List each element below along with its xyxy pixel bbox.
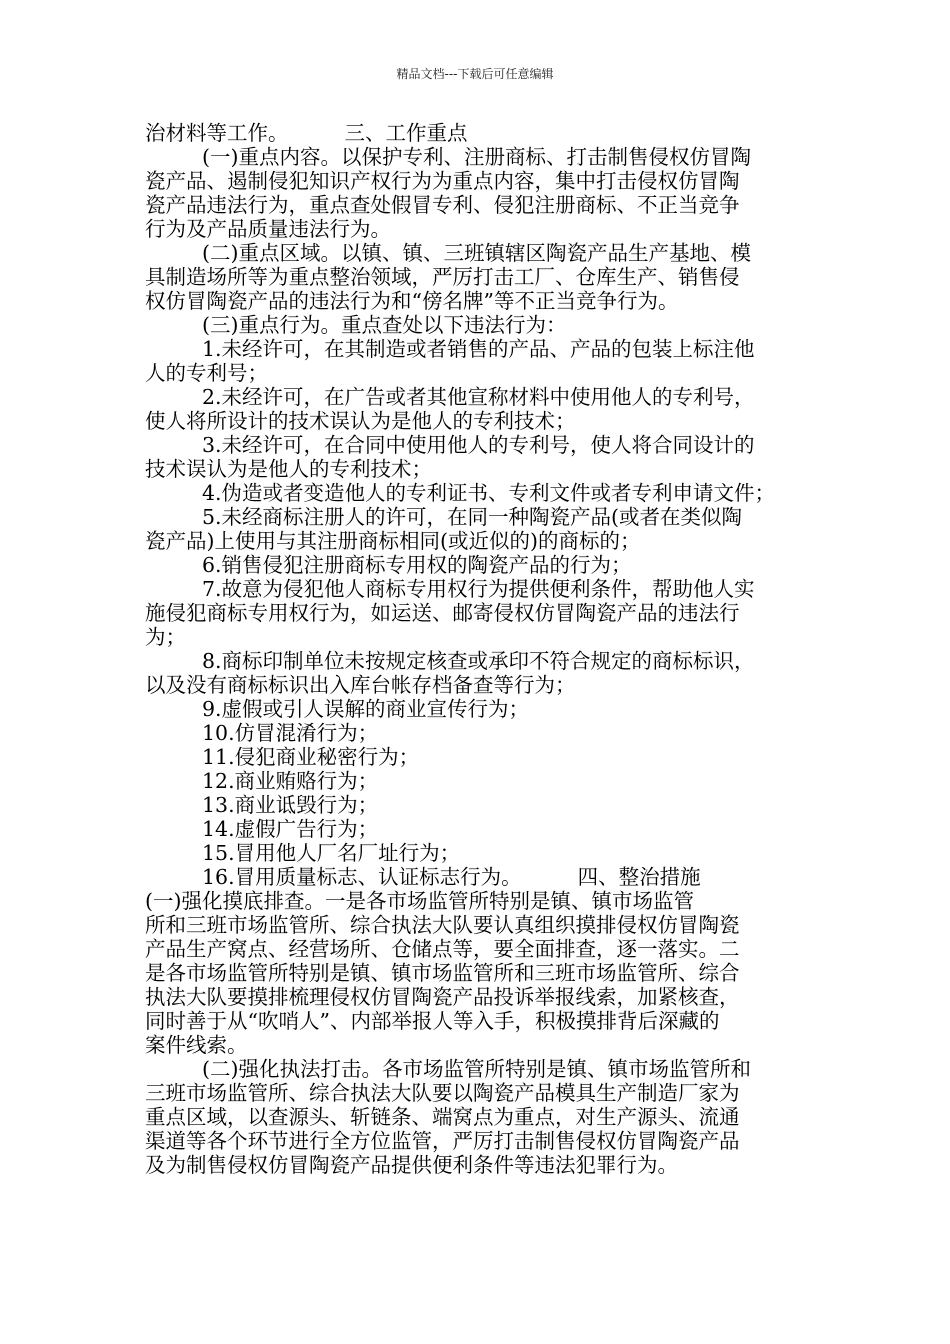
text-segment: 重点区域，以查源头、斩链条、端窝点为重点，对生产源头、流通 <box>145 1105 740 1129</box>
text-line <box>145 145 813 169</box>
text-line <box>145 385 813 409</box>
text-segment: 渠道等各个环节进行全方位监管，严厉打击制售侵权仿冒陶瓷产品 <box>145 1129 740 1153</box>
text-line <box>145 817 813 841</box>
document-body <box>145 121 813 1177</box>
page-header: 精品文档---下载后可任意编辑 <box>396 67 554 81</box>
text-segment: 使人将所设计的技术误认为是他人的专利技术； <box>145 409 576 433</box>
text-line <box>145 1009 813 1033</box>
text-line <box>145 937 813 961</box>
text-line <box>145 697 813 721</box>
text-segment: 是各市场监管所特别是镇、镇市场监管所和三班市场监管所、综合 <box>145 961 740 985</box>
text-segment: 5.未经商标注册人的许可，在同一种陶瓷产品(或者在类似陶 <box>202 505 743 529</box>
text-segment: 2.未经许可，在广告或者其他宣称材料中使用他人的专利号， <box>202 385 755 409</box>
text-segment: 7.故意为侵犯他人商标专用权行为提供便利条件，帮助他人实 <box>202 577 755 601</box>
text-segment: (一)重点内容。以保护专利、注册商标、打击制售侵权仿冒陶 <box>202 145 751 169</box>
text-segment: 施侵犯商标专用权行为，如运送、邮寄侵权仿冒陶瓷产品的违法行 <box>145 601 740 625</box>
text-segment: 技术误认为是他人的专利技术； <box>145 457 432 481</box>
text-segment: 所和三班市场监管所、综合执法大队要认真组织摸排侵权仿冒陶瓷 <box>145 913 740 937</box>
text-line <box>145 625 813 649</box>
text-segment: 14.虚假广告行为； <box>202 817 379 841</box>
text-line <box>145 553 813 577</box>
text-segment: 6.销售侵犯注册商标专用权的陶瓷产品的行为； <box>202 553 632 577</box>
text-segment: 16.冒用质量标志、认证标志行为。 <box>202 865 522 889</box>
text-line <box>145 793 813 817</box>
text-segment: 同时善于从“吹哨人”、内部举报人等入手，积极摸排背后深藏的 <box>145 1009 720 1033</box>
text-segment: 产品生产窝点、经营场所、仓储点等，要全面排查，逐一落实。二 <box>145 937 740 961</box>
text-segment: 瓷产品)上使用与其注册商标相同(或近似的)的商标的； <box>145 529 641 553</box>
text-segment: 3.未经许可，在合同中使用他人的专利号，使人将合同设计的 <box>202 433 755 457</box>
text-segment: 瓷产品、遏制侵犯知识产权行为为重点内容，集中打击侵权仿冒陶 <box>145 169 740 193</box>
text-line <box>145 1081 813 1105</box>
section-heading: 四、整治措施 <box>577 865 701 889</box>
text-segment: 人的专利号； <box>145 361 268 385</box>
text-line <box>145 265 813 289</box>
text-segment: 13.商业诋毁行为； <box>202 793 379 817</box>
text-line <box>145 121 813 145</box>
text-segment: 8.商标印制单位未按规定核查或承印不符合规定的商标标识， <box>202 649 755 673</box>
text-segment: 4.伪造或者变造他人的专利证书、专利文件或者专利申请文件； <box>202 481 776 505</box>
text-segment: (一)强化摸底排查。一是各市场监管所特别是镇、镇市场监管 <box>145 889 694 913</box>
text-segment: 12.商业贿赂行为； <box>202 769 379 793</box>
text-segment: 行为及产品质量违法行为。 <box>145 217 391 241</box>
text-segment: 具制造场所等为重点整治领域，严厉打击工厂、仓库生产、销售侵 <box>145 265 740 289</box>
text-line <box>145 985 813 1009</box>
text-segment: (二)重点区域。以镇、镇、三班镇辖区陶瓷产品生产基地、模 <box>202 241 751 265</box>
text-segment: 三班市场监管所、综合执法大队要以陶瓷产品模具生产制造厂家为 <box>145 1081 740 1105</box>
text-line <box>145 649 813 673</box>
text-line <box>145 529 813 553</box>
text-segment: 及为制售侵权仿冒陶瓷产品提供便利条件等违法犯罪行为。 <box>145 1153 678 1177</box>
text-line <box>145 289 813 313</box>
text-line <box>145 241 813 265</box>
text-segment: 案件线索。 <box>145 1033 248 1057</box>
text-line <box>145 169 813 193</box>
text-line <box>145 217 813 241</box>
text-line <box>145 481 813 505</box>
text-line <box>145 457 813 481</box>
text-line <box>145 433 813 457</box>
text-line <box>145 409 813 433</box>
text-line <box>145 865 813 889</box>
text-segment: 10.仿冒混淆行为； <box>202 721 379 745</box>
section-heading: 三、工作重点 <box>344 121 468 145</box>
text-line <box>145 505 813 529</box>
text-line <box>145 889 813 913</box>
text-segment: 执法大队要摸排梳理侵权仿冒陶瓷产品投诉举报线索，加紧核查， <box>145 985 740 1009</box>
text-line <box>145 577 813 601</box>
text-segment: 9.虚假或引人误解的商业宣传行为； <box>202 697 530 721</box>
text-line <box>145 361 813 385</box>
text-line <box>145 313 813 337</box>
text-segment: (二)强化执法打击。各市场监管所特别是镇、镇市场监管所和 <box>202 1057 751 1081</box>
text-segment: 11.侵犯商业秘密行为； <box>202 745 420 769</box>
text-line <box>145 745 813 769</box>
text-line <box>145 769 813 793</box>
text-line <box>145 337 813 361</box>
text-segment: 治材料等工作。 <box>145 121 289 145</box>
text-line <box>145 841 813 865</box>
text-segment: (三)重点行为。重点查处以下违法行为： <box>202 313 567 337</box>
text-line <box>145 601 813 625</box>
text-segment: 权仿冒陶瓷产品的违法行为和“傍名牌”等不正当竞争行为。 <box>145 289 679 313</box>
text-line <box>145 1153 813 1177</box>
text-line <box>145 1033 813 1057</box>
text-segment: 以及没有商标标识出入库台帐存档备查等行为； <box>145 673 576 697</box>
text-line <box>145 721 813 745</box>
text-segment: 为； <box>145 625 186 649</box>
text-segment: 1.未经许可，在其制造或者销售的产品、产品的包装上标注他 <box>202 337 755 361</box>
text-segment: 瓷产品违法行为，重点查处假冒专利、侵犯注册商标、不正当竞争 <box>145 193 740 217</box>
text-line <box>145 1057 813 1081</box>
text-line <box>145 1129 813 1153</box>
text-line <box>145 673 813 697</box>
text-line <box>145 1105 813 1129</box>
text-segment: 15.冒用他人厂名厂址行为； <box>202 841 461 865</box>
text-line <box>145 913 813 937</box>
text-line <box>145 961 813 985</box>
text-line <box>145 193 813 217</box>
